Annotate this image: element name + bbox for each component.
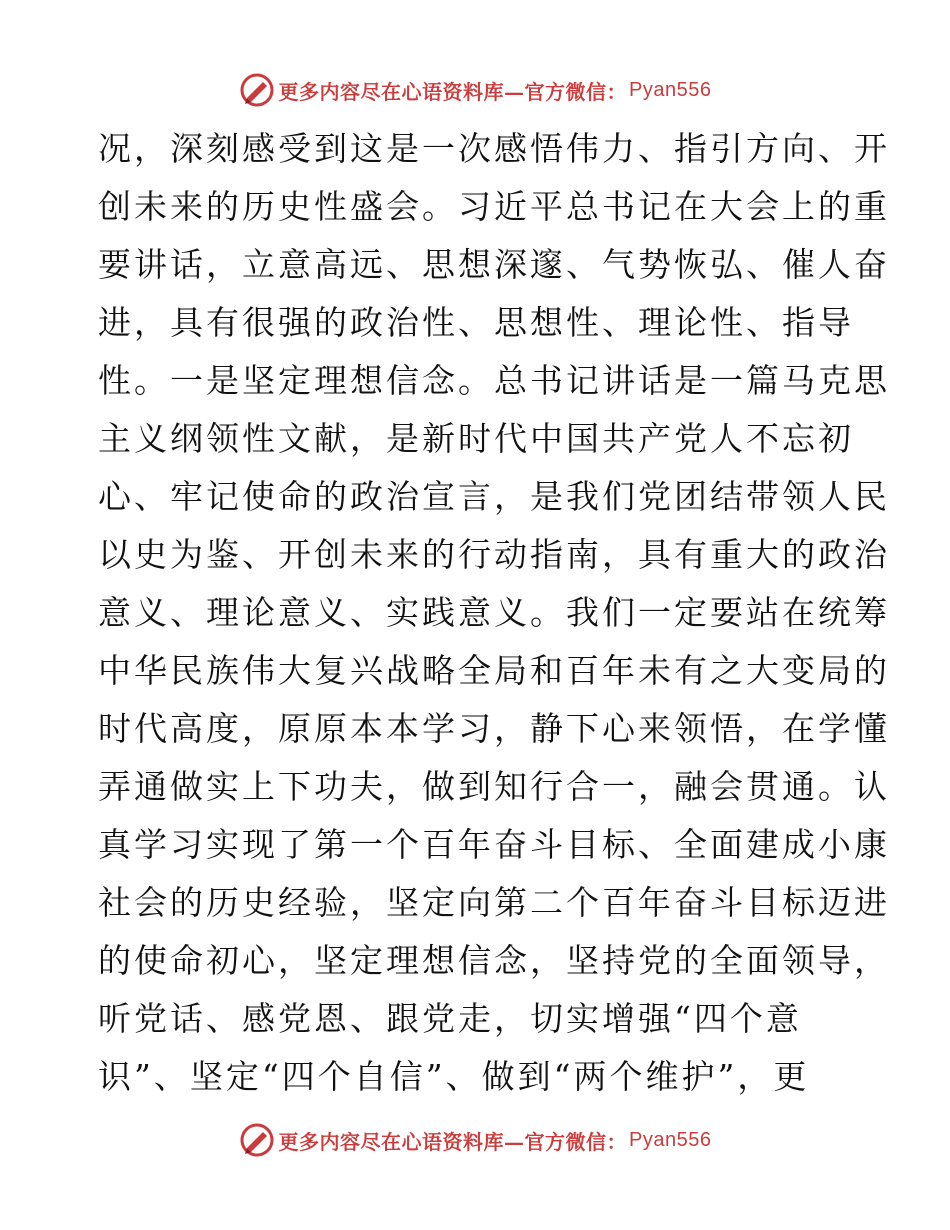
text-line: 的使命初心，坚定理想信念，坚持党的全面领导，	[98, 941, 890, 980]
text-line: 弄通做实上下功夫，做到知行合一，融会贯通。认	[98, 767, 890, 806]
text-line: 要讲话，立意高远、思想深邃、气势恢弘、催人奋	[98, 245, 890, 284]
text-line: 性。一是坚定理想信念。总书记讲话是一篇马克思	[98, 361, 890, 400]
header-watermark	[0, 70, 950, 110]
text-line: 心、牢记使命的政治宣言，是我们党团结带领人民	[98, 477, 890, 516]
watermark-handle: Pyan556	[629, 1128, 712, 1151]
text-line: 主义纲领性文献，是新时代中国共产党人不忘初	[98, 419, 854, 458]
watermark-text: 更多内容尽在心语资料库—官方微信：	[278, 79, 628, 104]
text-line: 创未来的历史性盛会。习近平总书记在大会上的重	[98, 187, 890, 226]
footer-watermark	[0, 1120, 950, 1160]
text-line: 中华民族伟大复兴战略全局和百年未有之大变局的	[98, 651, 890, 690]
document-body	[98, 120, 890, 1106]
text-line: 意义、理论意义、实践意义。我们一定要站在统筹	[98, 593, 890, 632]
text-line: 以史为鉴、开创未来的行动指南，具有重大的政治	[98, 535, 890, 574]
pen-logo-icon	[239, 1122, 275, 1158]
text-line: 时代高度，原原本本学习，静下心来领悟，在学懂	[98, 709, 890, 748]
watermark-text: 更多内容尽在心语资料库—官方微信：	[278, 1129, 628, 1154]
text-line: 识”、坚定“四个自信”、做到“两个维护”，更	[98, 1057, 810, 1096]
text-line: 进，具有很强的政治性、思想性、理论性、指导	[98, 303, 854, 342]
text-line: 况，深刻感受到这是一次感悟伟力、指引方向、开	[98, 129, 890, 168]
pen-logo-icon	[239, 72, 275, 108]
watermark-handle: Pyan556	[629, 78, 712, 101]
text-line: 听党话、感党恩、跟党走，切实增强“四个意	[98, 999, 802, 1038]
text-line: 社会的历史经验，坚定向第二个百年奋斗目标迈进	[98, 883, 890, 922]
text-line: 真学习实现了第一个百年奋斗目标、全面建成小康	[98, 825, 890, 864]
